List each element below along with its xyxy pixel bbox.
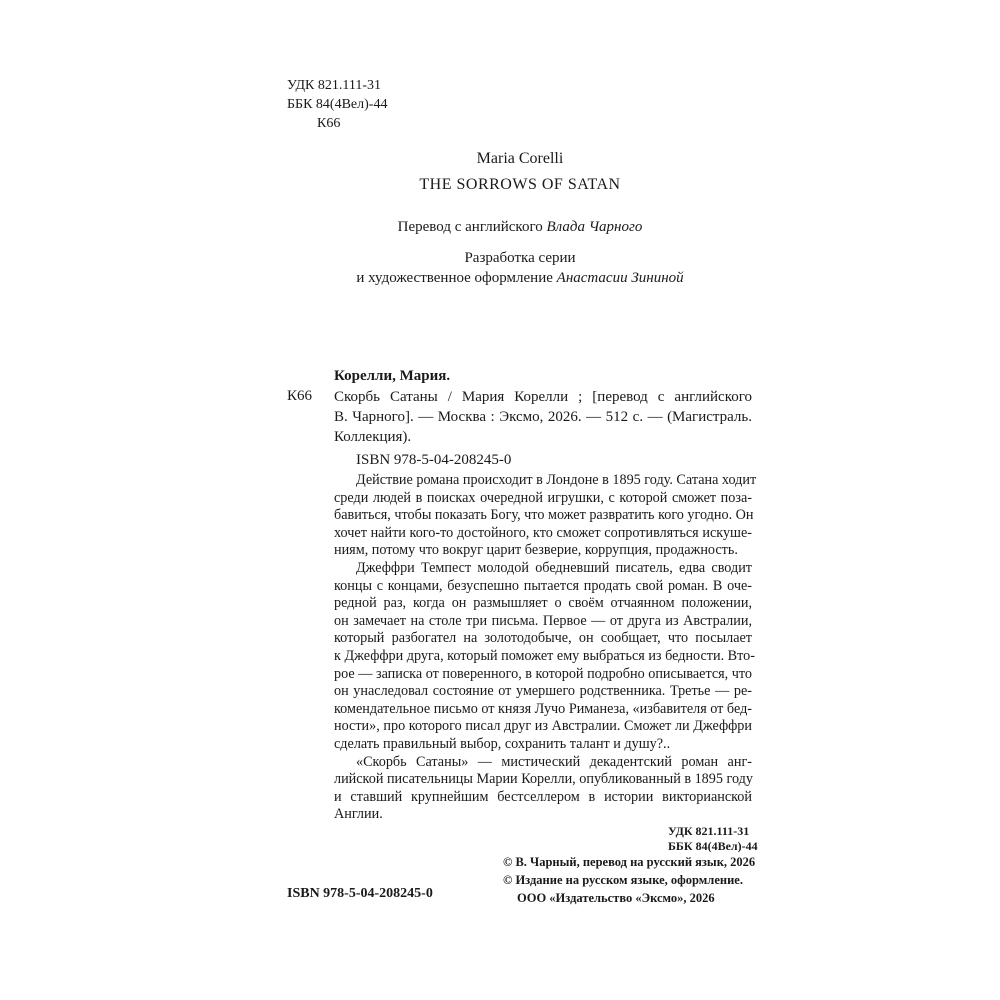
series-line-2 [300,268,740,288]
translation-credit [300,219,740,236]
bbk-code: ББК 84(4Вел)-44 [287,97,388,112]
annotation-line: и ставший крупнейшим бестселлером в истории викторианской [334,788,752,805]
annotation-line: редной раз, когда он размышляет о своём отчаянном положении, [334,595,752,612]
annotation-line: он унаследовал состояние от умершего родственника. Третье — ре- [334,683,752,700]
author-mark: К66 [317,116,341,131]
udc-code: УДК 821.111-31 [287,78,382,93]
annotation-line: Действие романа происходит в Лондоне в 1895 году. Сатана ходит [356,472,757,488]
annotation-line: сделать правильный выбор, сохранить талант и душу?.. [334,735,671,752]
annotation-line: Англии. [334,806,383,823]
copyright-line-3: ООО «Издательство «Эксмо», 2026 [517,891,715,905]
annotation-line: среди людей в поисках очередной игрушки, с которой сможет поза- [334,489,752,506]
bibliographic-line-1: Скорбь Сатаны / Мария Корелли ; [перевод с английского [334,389,752,405]
series-design-credit [300,248,740,288]
annotation-line: бавиться, чтобы показать Богу, что может развратить кого угодно. Он [334,507,754,524]
author-name-english: Maria Corelli [476,150,564,167]
annotation-paragraph-2 [334,559,755,754]
bottom-bbk-code: ББК 84(4Вел)-44 [668,839,758,853]
annotation-line: «Скорбь Сатаны» — мистический декадентский роман анг- [356,753,752,770]
designer-name: Анастасии Зининой [556,270,684,286]
top-classification-codes [287,76,387,133]
annotation-line: рое — записка от поверенного, в которой подробно описывается, что [334,665,752,682]
series-design-label: и художественное оформление [356,270,553,286]
bottom-classification-codes [668,824,758,854]
annotation-line: Джеффри Темпест молодой обедневший писатель, едва сводит [356,559,752,576]
bibliographic-author-heading: Корелли, Мария. [334,368,451,384]
translation-label: Перевод с английского [397,219,543,235]
series-line-1: Разработка серии [464,250,576,266]
annotation-line: комендательное письмо от князя Лучо Риманеза, «избавителя от бед- [334,700,753,717]
annotation-line: ности», про которого писал друг из Австралии. Сможет ли Джеффри [334,718,752,735]
annotation-paragraph-3 [334,754,752,824]
annotation-line: лийской писательницы Марии Корелли, опубликованный в 1895 году [334,771,753,788]
copyright-line-2: © Издание на русском языке, оформление. [503,873,743,887]
annotation-line: концы с концами, безуспешно пытается продать свой роман. В оче- [334,577,752,594]
annotation-line: к Джеффри друга, который поможет ему выбраться из бедности. Вто- [334,647,755,664]
book-title-english: THE SORROWS OF SATAN [419,176,621,193]
copyright-line-1: © В. Чарный, перевод на русский язык, 2026 [503,855,756,869]
annotation-line: хочет найти кого-то достойного, кто сможет сопротивляться искуше- [334,524,752,541]
bottom-udc-code: УДК 821.111-31 [668,824,750,838]
bibliographic-author-mark: К66 [287,388,313,404]
annotation-line: ниям, потому что вокруг царит безверие, коррупция, продажность. [334,542,738,559]
isbn-bottom: ISBN 978-5-04-208245-0 [287,886,433,901]
book-annotation [334,472,757,824]
translator-name: Влада Чарного [546,219,643,235]
annotation-line: он замечает на столе три письма. Первое — от друга из Австралии, [334,612,752,629]
annotation-line: который разбогател на золотодобыче, он сообщает, что посылает [334,630,752,647]
bibliographic-line-2: В. Чарного]. — Москва : Эксмо, 2026. — 512 с. — (Магистраль. [334,409,752,425]
bibliographic-line-3: Коллекция). [334,429,412,445]
copyright-block [503,853,755,907]
bibliographic-isbn: ISBN 978-5-04-208245-0 [356,452,512,468]
annotation-paragraph-1 [334,472,757,560]
bibliographic-description [334,387,752,447]
